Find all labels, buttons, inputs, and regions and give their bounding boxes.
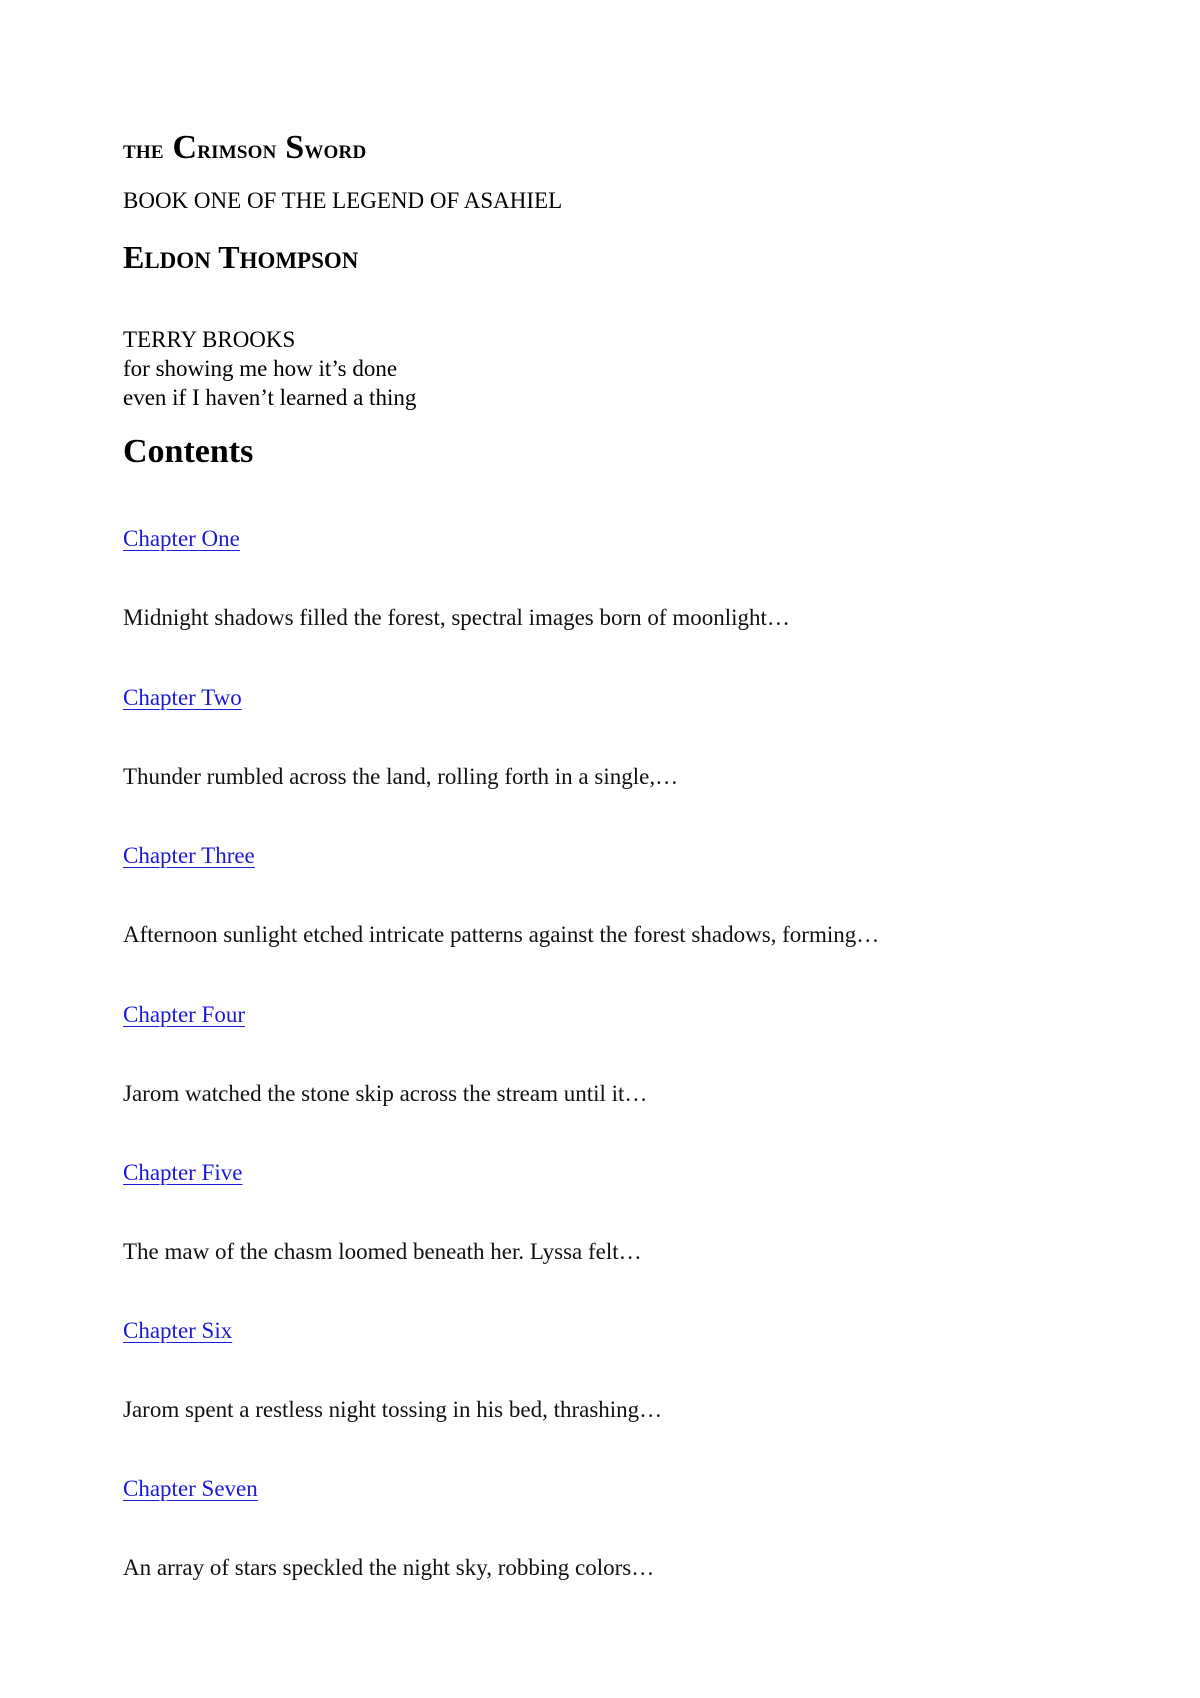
chapter-link-seven[interactable]: Chapter Seven xyxy=(123,1476,258,1501)
dedication-line: for showing me how it’s done xyxy=(123,356,398,381)
chapter-link-one[interactable]: Chapter One xyxy=(123,526,240,551)
author-first-initial: E xyxy=(123,239,145,275)
book-title-word2-initial: S xyxy=(285,129,305,166)
author-first-rest: LDON xyxy=(144,248,211,273)
dedication-line: even if I haven’t learned a thing xyxy=(123,385,417,410)
chapter-link-six[interactable]: Chapter Six xyxy=(123,1318,233,1343)
chapter-link-two[interactable]: Chapter Two xyxy=(123,685,242,710)
book-title-word1-rest: RIMSON xyxy=(197,142,277,163)
author-last-rest: HOMPSON xyxy=(239,248,359,273)
chapter-link-three[interactable]: Chapter Three xyxy=(123,843,255,868)
chapter-link-five[interactable]: Chapter Five xyxy=(123,1160,243,1185)
chapter-excerpt-three: Afternoon sunlight etched intricate patterns against the forest shadows, forming… xyxy=(123,922,880,947)
book-title-word2-rest: WORD xyxy=(304,142,367,163)
contents-heading: Contents xyxy=(123,433,254,470)
table-of-contents xyxy=(123,0,1123,1698)
book-title-prefix: THE xyxy=(123,142,164,163)
dedication-line: TERRY BROOKS xyxy=(123,327,296,352)
chapter-excerpt-seven: An array of stars speckled the night sky, robbing colors… xyxy=(123,1555,655,1580)
book-title-word1-initial: C xyxy=(172,129,198,166)
book-subtitle: BOOK ONE OF THE LEGEND OF ASAHIEL xyxy=(123,188,563,213)
chapter-excerpt-six: Jarom spent a restless night tossing in his bed, thrashing… xyxy=(123,1397,663,1422)
chapter-excerpt-four: Jarom watched the stone skip across the stream until it… xyxy=(123,1081,648,1106)
chapter-link-four[interactable]: Chapter Four xyxy=(123,1002,246,1027)
chapter-excerpt-two: Thunder rumbled across the land, rolling forth in a single,… xyxy=(123,764,679,789)
chapter-excerpt-five: The maw of the chasm loomed beneath her. Lyssa felt… xyxy=(123,1239,642,1264)
author-last-initial: T xyxy=(218,239,240,275)
chapter-excerpt-one: Midnight shadows filled the forest, spectral images born of moonlight… xyxy=(123,605,790,630)
